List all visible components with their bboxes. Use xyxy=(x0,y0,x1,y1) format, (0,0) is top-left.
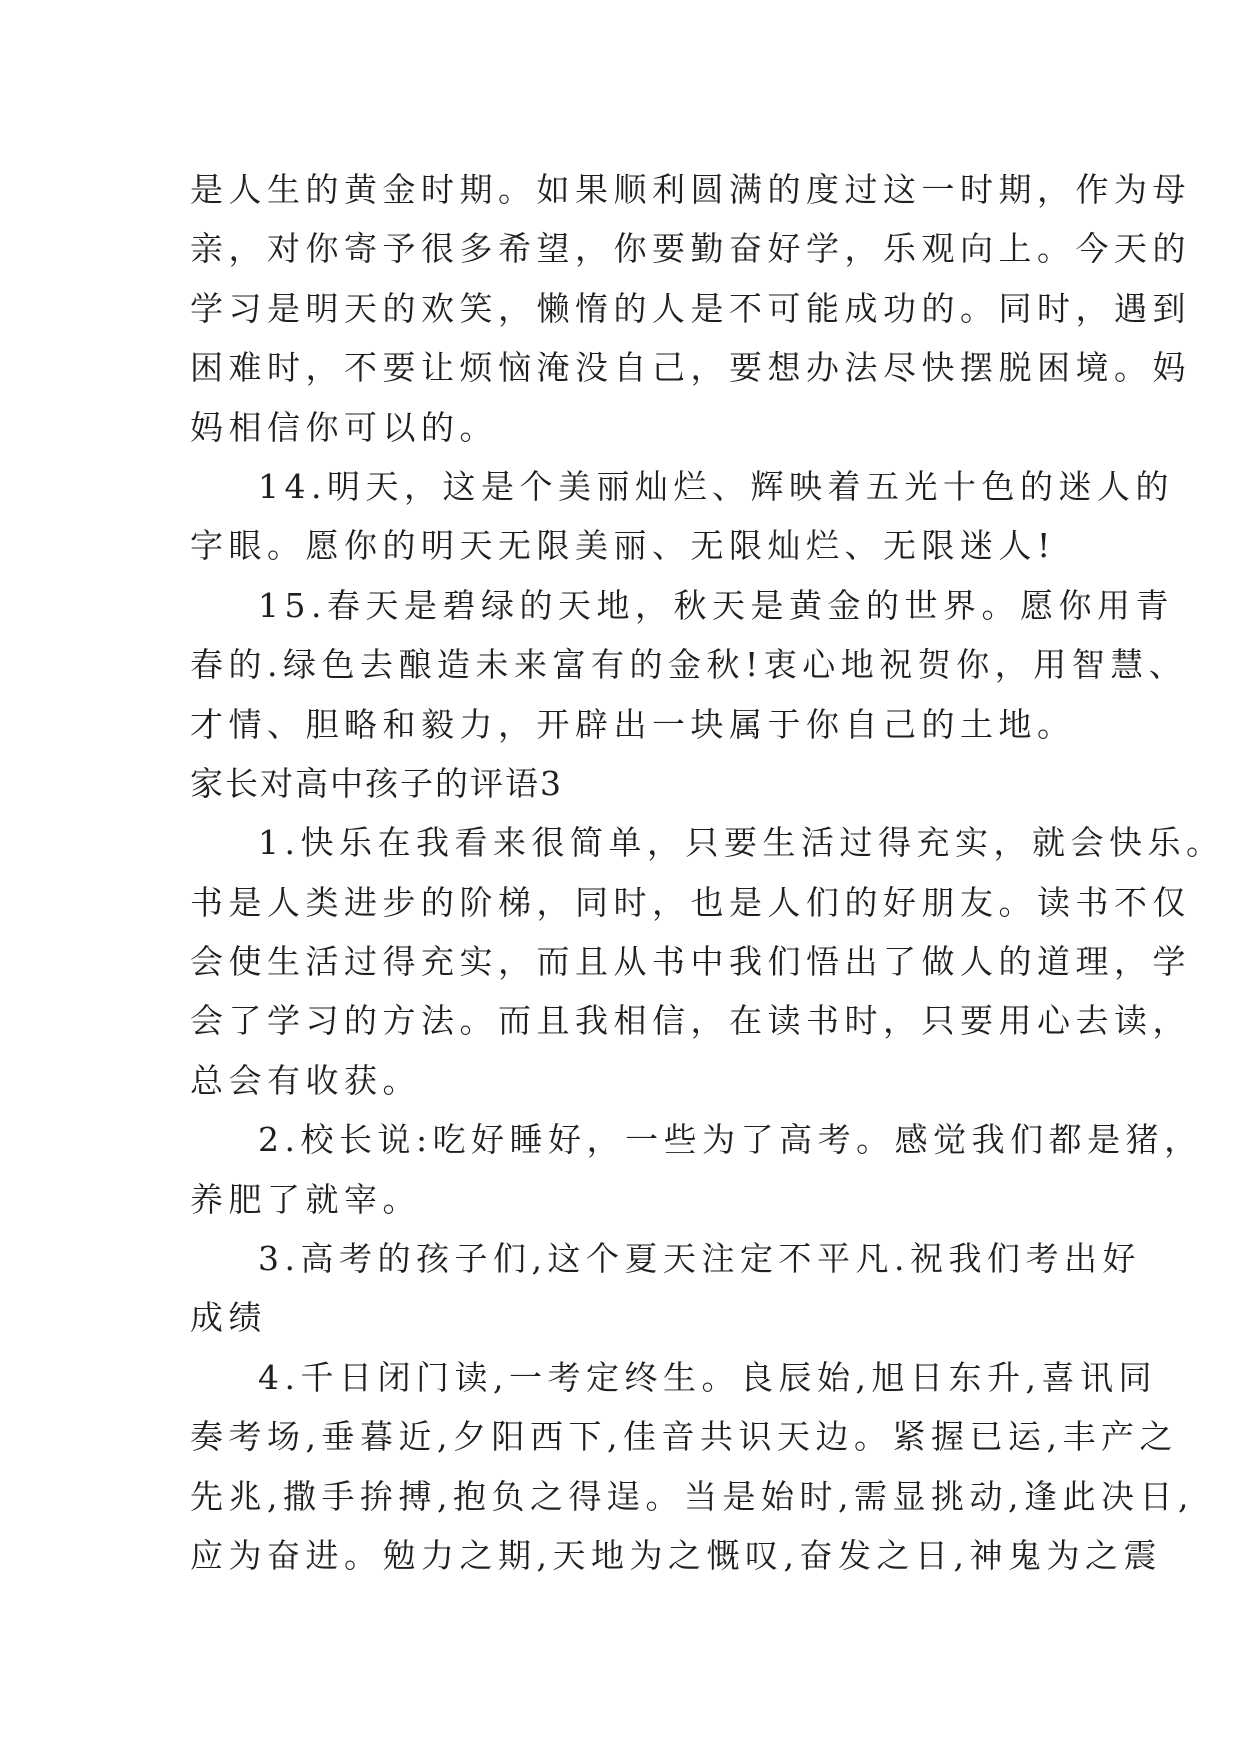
text-line: 应为奋进。勉力之期,天地为之慨叹,奋发之日,神鬼为之震 xyxy=(190,1535,1162,1575)
text-line: 会使生活过得充实，而且从书中我们悟出了做人的道理，学 xyxy=(190,942,1191,982)
text-line: 春的.绿色去酿造未来富有的金秋!衷心地祝贺你，用智慧、 xyxy=(190,645,1188,685)
text-line: 字眼。愿你的明天无限美丽、无限灿烂、无限迷人! xyxy=(190,526,1056,566)
text-line: 3.高考的孩子们,这个夏天注定不平凡.祝我们考出好 xyxy=(258,1239,1141,1279)
document-body xyxy=(190,160,1225,1585)
text-line: 1.快乐在我看来很简单，只要生活过得充实，就会快乐。 xyxy=(258,823,1225,863)
text-line: 亲，对你寄予很多希望，你要勤奋好学，乐观向上。今天的 xyxy=(190,229,1191,269)
text-line: 学习是明天的欢笑，懒惰的人是不可能成功的。同时，遇到 xyxy=(190,288,1191,328)
text-line: 15.春天是碧绿的天地，秋天是黄金的世界。愿你用青 xyxy=(258,585,1174,625)
text-line: 先兆,撒手拚搏,抱负之得逞。当是始时,需显挑动,逢此决日, xyxy=(190,1476,1194,1516)
text-line: 是人生的黄金时期。如果顺利圆满的度过这一时期，作为母 xyxy=(190,170,1191,209)
text-line: 奏考场,垂暮近,夕阳西下,佳音共识天边。紧握已运,丰产之 xyxy=(190,1417,1178,1457)
text-line: 会了学习的方法。而且我相信，在读书时，只要用心去读， xyxy=(190,1001,1191,1041)
text-line: 困难时，不要让烦恼淹没自己，要想办法尽快摆脱困境。妈 xyxy=(190,348,1191,388)
text-line: 2.校长说:吃好睡好，一些为了高考。感觉我们都是猪， xyxy=(258,1120,1203,1160)
text-line: 成绩 xyxy=(190,1298,267,1338)
text-line: 妈相信你可以的。 xyxy=(190,407,498,447)
text-line: 14.明天，这是个美丽灿烂、辉映着五光十色的迷人的 xyxy=(258,466,1174,506)
text-line: 书是人类进步的阶梯，同时，也是人们的好朋友。读书不仅 xyxy=(190,882,1191,922)
text-line: 4.千日闭门读,一考定终生。良辰始,旭日东升,喜讯同 xyxy=(258,1357,1157,1397)
text-line: 总会有收获。 xyxy=(190,1060,421,1100)
text-line: 养肥了就宰。 xyxy=(190,1179,421,1219)
text-line: 才情、胆略和毅力，开辟出一块属于你自己的土地。 xyxy=(190,704,1076,744)
section-heading: 家长对高中孩子的评语3 xyxy=(190,763,563,803)
